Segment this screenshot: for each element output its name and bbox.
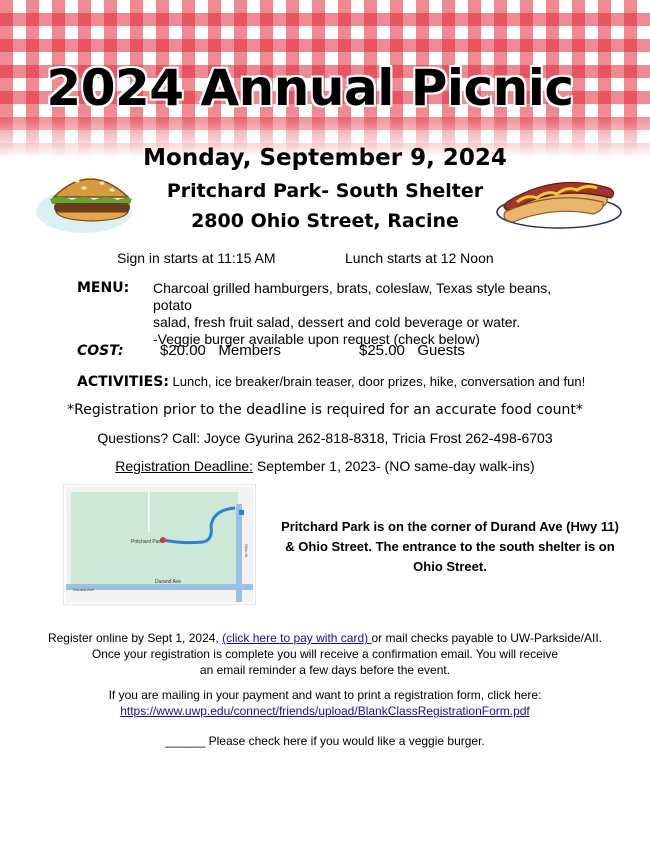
park-map: [63, 484, 256, 605]
map-road-label: Durand Ave: [155, 579, 182, 585]
map-road-label-left: Durand Ave: [73, 587, 94, 592]
register-line: Once your registration is complete you will receive a confirmation email. You will receive: [91, 647, 559, 661]
questions-contact: Questions? Call: Joyce Gyurina 262-818-8318, Tricia Frost 262-498-6703: [97, 430, 553, 446]
menu-label: MENU:: [77, 280, 130, 296]
map-place-label: Pritchard Park: [131, 539, 163, 545]
deadline-text: September 1, 2023- (NO same-day walk-ins): [253, 458, 535, 474]
page-title: 2024 Annual Picnic: [46, 59, 574, 117]
veggie-burger-check: ______ Please check here if you would like a veggie burger.: [165, 734, 485, 748]
pay-with-card-link[interactable]: (click here to pay with card): [222, 631, 372, 645]
deadline-label: Registration Deadline:: [115, 458, 254, 474]
mail-payment-paragraph: [0, 687, 650, 719]
activities: [77, 374, 585, 390]
map-note: Pritchard Park is on the corner of Durand Ave (Hwy 11) & Ohio Street. The entrance to the south shelter is on Ohio Street.: [281, 519, 619, 574]
registration-form-link[interactable]: https://www.uwp.edu/connect/friends/upload/BlankClassRegistrationForm.pdf: [120, 704, 530, 718]
hamburger-icon: [32, 163, 150, 238]
menu-line: -Veggie burger available upon request (check below): [153, 331, 480, 347]
event-location-address: 2800 Ohio Street, Racine: [191, 210, 459, 232]
registration-deadline: [0, 458, 650, 474]
cost-guests: $25.00 Guests: [359, 342, 465, 359]
hotdog-icon: [493, 168, 623, 233]
cost-members: $20.00 Members: [160, 342, 281, 359]
register-suffix: or mail checks payable to UW-Parkside/AII.: [371, 631, 603, 645]
menu-line: Charcoal grilled hamburgers, brats, coleslaw, Texas style beans, potato: [153, 280, 552, 313]
registration-note: *Registration prior to the deadline is required for an accurate food count*: [67, 402, 583, 418]
register-line: an email reminder a few days before the event.: [199, 663, 451, 677]
register-prefix: Register online by Sept 1, 2024,: [47, 631, 223, 645]
lunch-time: Lunch starts at 12 Noon: [345, 250, 494, 266]
event-location-name: Pritchard Park- South Shelter: [166, 180, 484, 202]
sign-in-time: Sign in starts at 11:15 AM: [117, 250, 276, 266]
map-street-label: Ohio St: [244, 544, 249, 558]
event-date: Monday, September 9, 2024: [143, 145, 507, 171]
menu-description: [153, 280, 573, 348]
activities-label: ACTIVITIES:: [77, 374, 169, 390]
cost-label: COST:: [77, 343, 124, 359]
activities-text: Lunch, ice breaker/brain teaser, door prizes, hike, conversation and fun!: [172, 374, 586, 389]
mail-line: If you are mailing in your payment and want to print a registration form, click here:: [108, 688, 542, 702]
register-online-paragraph: [0, 630, 650, 678]
menu-line: salad, fresh fruit salad, dessert and cold beverage or water.: [153, 314, 521, 330]
